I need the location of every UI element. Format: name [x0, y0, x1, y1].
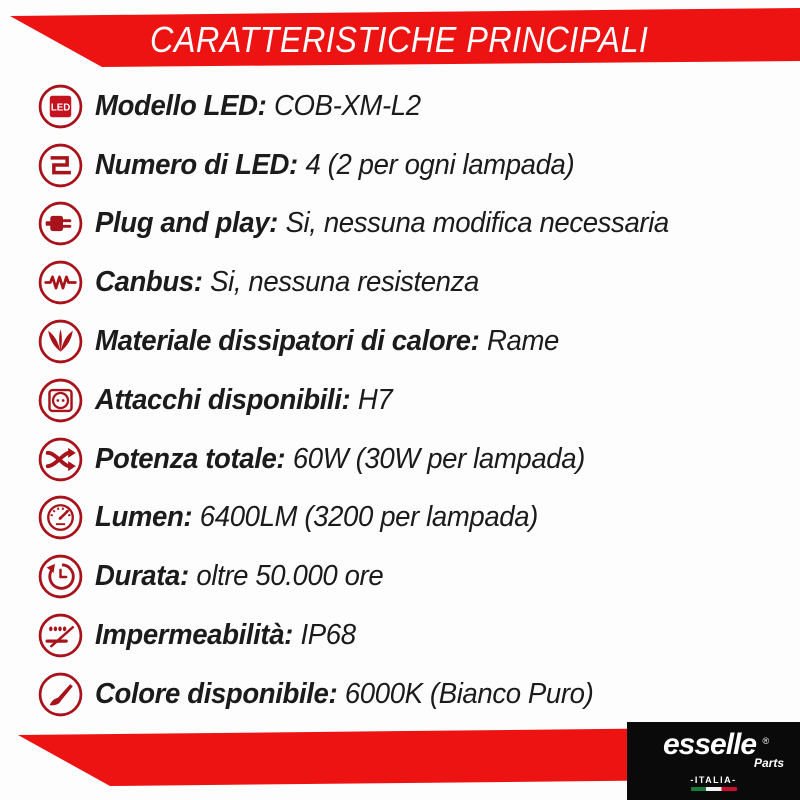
- spec-row: [0, 195, 800, 254]
- spec-label: Attacchi disponibili:: [95, 383, 351, 416]
- socket-icon: [37, 377, 84, 424]
- spec-row: [0, 312, 800, 371]
- brand-country-label: -ITALIA-: [690, 774, 737, 785]
- spec-text: [95, 149, 574, 182]
- spec-label: Potenza totale:: [95, 442, 286, 475]
- brand-wordmark: esselle: [662, 727, 757, 761]
- spec-list: [0, 77, 800, 724]
- spec-text: [95, 90, 421, 123]
- registered-trademark-symbol: ®: [762, 735, 769, 746]
- spec-label: Durata:: [95, 560, 189, 593]
- spec-label: Colore disponibile:: [95, 677, 338, 710]
- svg-text:LED: LED: [50, 102, 71, 114]
- spec-value: oltre 50.000 ore: [196, 560, 384, 593]
- spec-row: [0, 489, 800, 548]
- spec-value: COB-XM-L2: [274, 89, 421, 122]
- spec-text: [95, 678, 593, 711]
- spec-row: [0, 77, 800, 136]
- spec-label: Canbus:: [95, 266, 203, 299]
- italian-flag-bar: [691, 787, 737, 791]
- canbus-resistor-icon: [37, 259, 84, 306]
- heatsink-icon: [37, 318, 84, 365]
- spec-label: Modello LED:: [95, 89, 267, 122]
- spec-text: [95, 207, 669, 240]
- duration-clock-icon: [37, 553, 84, 600]
- brand-logo: [627, 722, 800, 800]
- power-arrows-icon: [37, 436, 84, 483]
- brand-name: [662, 727, 769, 761]
- spec-value: H7: [357, 383, 393, 416]
- led-icon: [37, 83, 84, 130]
- spec-row: [0, 253, 800, 312]
- spec-value: Rame: [486, 325, 559, 358]
- spec-value: IP68: [300, 619, 356, 652]
- plug-icon: [37, 200, 84, 247]
- spec-text: [95, 384, 392, 417]
- paintbrush-icon: [37, 671, 84, 718]
- page-title: CARATTERISTICHE PRINCIPALI: [150, 19, 649, 60]
- spec-value: 6000K (Bianco Puro): [344, 677, 594, 710]
- spec-value: Si, nessuna resistenza: [210, 266, 479, 299]
- spec-text: [95, 501, 538, 534]
- spec-row: [0, 136, 800, 195]
- spec-value: 60W (30W per lampada): [292, 442, 585, 475]
- spec-text: [95, 560, 383, 593]
- spec-label: Impermeabilità:: [95, 619, 293, 652]
- led-count-icon: [37, 142, 84, 189]
- spec-label: Numero di LED:: [95, 148, 298, 181]
- spec-value: 6400LM (3200 per lampada): [199, 501, 538, 534]
- spec-text: [95, 266, 479, 299]
- spec-row: [0, 430, 800, 489]
- spec-row: [0, 665, 800, 724]
- spec-text: [95, 619, 356, 652]
- spec-label: Lumen:: [95, 501, 193, 534]
- spec-value: 4 (2 per ogni lampada): [305, 148, 575, 181]
- gauge-icon: [37, 494, 84, 541]
- spec-text: [95, 325, 559, 358]
- spec-label: Materiale dissipatori di calore:: [95, 325, 480, 358]
- spec-row: [0, 371, 800, 430]
- waterproof-icon: [37, 612, 84, 659]
- spec-label: Plug and play:: [95, 207, 278, 240]
- brand-sub-label: Parts: [753, 755, 784, 770]
- spec-value: Si, nessuna modifica necessaria: [285, 207, 669, 240]
- spec-row: [0, 606, 800, 665]
- spec-text: [95, 443, 585, 476]
- spec-row: [0, 547, 800, 606]
